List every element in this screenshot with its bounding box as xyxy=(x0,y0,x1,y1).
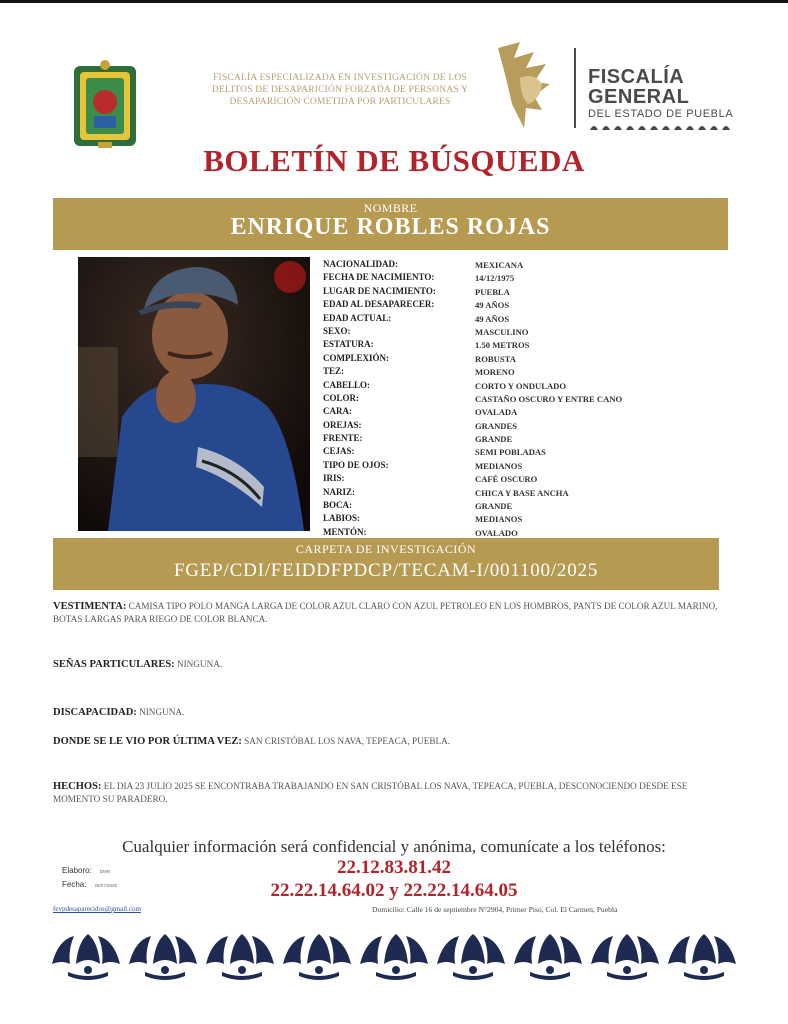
detail-row xyxy=(323,271,703,284)
detail-label: CEJAS: xyxy=(323,446,355,457)
name-band xyxy=(53,198,728,250)
detail-label: CABELLO: xyxy=(323,379,371,390)
contact-email[interactable]: fevpdesaparecidos@gmail.com xyxy=(53,905,141,913)
detail-label: COLOR: xyxy=(323,392,359,403)
detail-value: 49 AÑOS xyxy=(475,300,510,311)
detail-value: GRANDES xyxy=(475,420,518,431)
discapacidad-label: DISCAPACIDAD: xyxy=(53,707,137,718)
person-name: ENRIQUE ROBLES ROJAS xyxy=(230,214,551,240)
detail-label: FRENTE: xyxy=(323,433,363,444)
detail-value: MEXICANA xyxy=(475,260,524,270)
contact-text: Cualquier información será confidencial y anónima, comunícate a los teléfonos: xyxy=(122,837,666,856)
detail-label: IRIS: xyxy=(323,473,345,484)
detail-label: ESTATURA: xyxy=(323,339,374,350)
elaboro-value: DMN xyxy=(99,869,111,874)
detail-value: 14/12/1975 xyxy=(475,273,515,284)
detail-value: 1.50 METROS xyxy=(475,340,530,351)
top-border xyxy=(0,0,788,3)
elaboro xyxy=(62,866,110,875)
detail-value: OVALADA xyxy=(475,407,518,418)
discapacidad-value: NINGUNA. xyxy=(139,707,185,717)
fiscalia-logo xyxy=(490,38,740,133)
detail-row xyxy=(323,472,703,485)
detail-row xyxy=(323,512,703,525)
detail-row xyxy=(323,392,703,405)
detail-value: MEDIANOS xyxy=(475,514,523,525)
detail-value: OVALADO xyxy=(475,527,518,538)
detail-label: LUGAR DE NACIMIENTO: xyxy=(323,285,436,296)
detail-value: CASTAÑO OSCURO Y ENTRE CANO xyxy=(475,393,623,404)
detail-value: MASCULINO xyxy=(475,326,529,337)
senas-label: SEÑAS PARTICULARES: xyxy=(53,659,175,670)
detail-label: LABIOS: xyxy=(323,513,361,524)
detail-label: SEXO: xyxy=(323,325,351,336)
discapacidad-section xyxy=(53,706,733,719)
person-photo xyxy=(78,257,310,531)
detail-row xyxy=(323,379,703,392)
elaboro-label: Elaboro: xyxy=(62,866,92,875)
logo-line3: DEL ESTADO DE PUEBLA xyxy=(588,108,734,120)
senas-value: NINGUNA. xyxy=(176,659,223,669)
detail-row xyxy=(323,338,703,351)
hechos-value: EL DIA 23 JULIO 2025 SE ENCONTRABA TRABAJANDO EN SAN CRISTÓBAL LOS NAVA, TEPEACA, PUEBLA, DESCONOCIENDO DESDE ESE MOMENTO SU PARADERO. xyxy=(53,781,688,804)
bulletin-title: BOLETÍN DE BÚSQUEDA xyxy=(203,143,585,178)
detail-value: ROBUSTA xyxy=(475,353,516,364)
puebla-crest-icon xyxy=(72,60,138,150)
donde-value: SAN CRISTÓBAL LOS NAVA, TEPEACA, PUEBLA. xyxy=(244,736,451,746)
detail-row xyxy=(323,419,703,432)
carpeta-label: CARPETA DE INVESTIGACIÓN xyxy=(295,542,477,556)
vestimenta-section xyxy=(53,600,733,626)
detail-row xyxy=(323,445,703,458)
senas-section xyxy=(53,658,733,671)
fecha-value: 25/07/2025 xyxy=(94,883,117,888)
detail-value: CAFÉ OSCURO xyxy=(475,474,538,485)
logo-line1: FISCALÍA xyxy=(588,66,685,88)
detail-label: CARA: xyxy=(323,406,352,417)
donde-section xyxy=(53,735,733,748)
donde-label: DONDE SE LE VIO POR ÚLTIMA VEZ: xyxy=(53,736,242,747)
detail-row xyxy=(323,432,703,445)
fecha xyxy=(62,880,117,889)
detail-row xyxy=(323,486,703,499)
agency-name: FISCALÍA ESPECIALIZADA EN INVESTIGACIÓN DE LOS DELITOS DE DESAPARICIÓN FORZADA DE PERSONAS Y DESAPARICIÓN COMETIDA POR PARTICULARES xyxy=(211,73,469,107)
hechos-label: HECHOS: xyxy=(53,781,102,792)
detail-label: BOCA: xyxy=(323,500,352,511)
detail-row xyxy=(323,459,703,472)
detail-label: EDAD ACTUAL: xyxy=(323,312,392,323)
vestimenta-value: CAMISA TIPO POLO MANGA LARGA DE COLOR AZUL CLARO CON AZUL PETROLEO EN LOS HOMBROS, PANTS DE COLOR AZUL MARINO, BOTAS LARGAS PARA RIEGO DE COLOR BLANCA. xyxy=(53,601,718,624)
detail-value: GRANDE xyxy=(475,434,513,445)
detail-value: CHICA Y BASE ANCHA xyxy=(475,487,569,498)
hechos-section xyxy=(53,780,733,806)
detail-value: MORENO xyxy=(475,367,515,378)
detail-row xyxy=(323,285,703,298)
detail-row xyxy=(323,405,703,418)
detail-row xyxy=(323,365,703,378)
address: Domicilio: Calle 16 de septiembre N°2904, Primer Piso, Col. El Carmen, Puebla xyxy=(372,905,618,914)
detail-label: OREJAS: xyxy=(323,419,362,430)
phone-secondary: 22.22.14.64.02 y 22.22.14.64.05 xyxy=(270,880,518,901)
phone-primary: 22.12.83.81.42 xyxy=(337,857,451,878)
detail-label: NARIZ: xyxy=(323,486,356,497)
logo-line2: GENERAL xyxy=(588,86,690,108)
name-label: NOMBRE xyxy=(363,201,418,215)
detail-row xyxy=(323,499,703,512)
detail-value: CORTO Y ONDULADO xyxy=(475,380,567,391)
detail-row xyxy=(323,258,703,271)
carpeta-number: FGEP/CDI/FEIDDFPDCP/TECAM-I/001100/2025 xyxy=(173,560,599,581)
detail-value: PUEBLA xyxy=(475,286,510,297)
detail-row xyxy=(323,298,703,311)
detail-label: TEZ: xyxy=(323,366,345,377)
detail-value: GRANDE xyxy=(475,501,513,512)
vestimenta-label: VESTIMENTA: xyxy=(53,601,127,612)
detail-row xyxy=(323,352,703,365)
detail-label: MENTÓN: xyxy=(323,526,367,537)
carpeta-band xyxy=(53,538,719,590)
detail-value: 49 AÑOS xyxy=(475,313,510,324)
detail-label: TIPO DE OJOS: xyxy=(323,459,389,470)
eagle-warrior-icon xyxy=(490,38,580,133)
detail-label: EDAD AL DESAPARECER: xyxy=(323,299,435,310)
detail-label: NACIONALIDAD: xyxy=(323,259,399,269)
detail-label: COMPLEXIÓN: xyxy=(323,352,389,363)
detail-value: SEMI POBLADAS xyxy=(475,447,546,458)
fecha-label: Fecha: xyxy=(62,880,87,889)
detail-row xyxy=(323,312,703,325)
decorative-border-pattern xyxy=(48,930,738,980)
detail-label: FECHA DE NACIMIENTO: xyxy=(323,272,435,283)
detail-row xyxy=(323,325,703,338)
logo-pattern-icon xyxy=(588,122,733,132)
detail-value: MEDIANOS xyxy=(475,460,523,471)
details-table xyxy=(323,258,703,539)
